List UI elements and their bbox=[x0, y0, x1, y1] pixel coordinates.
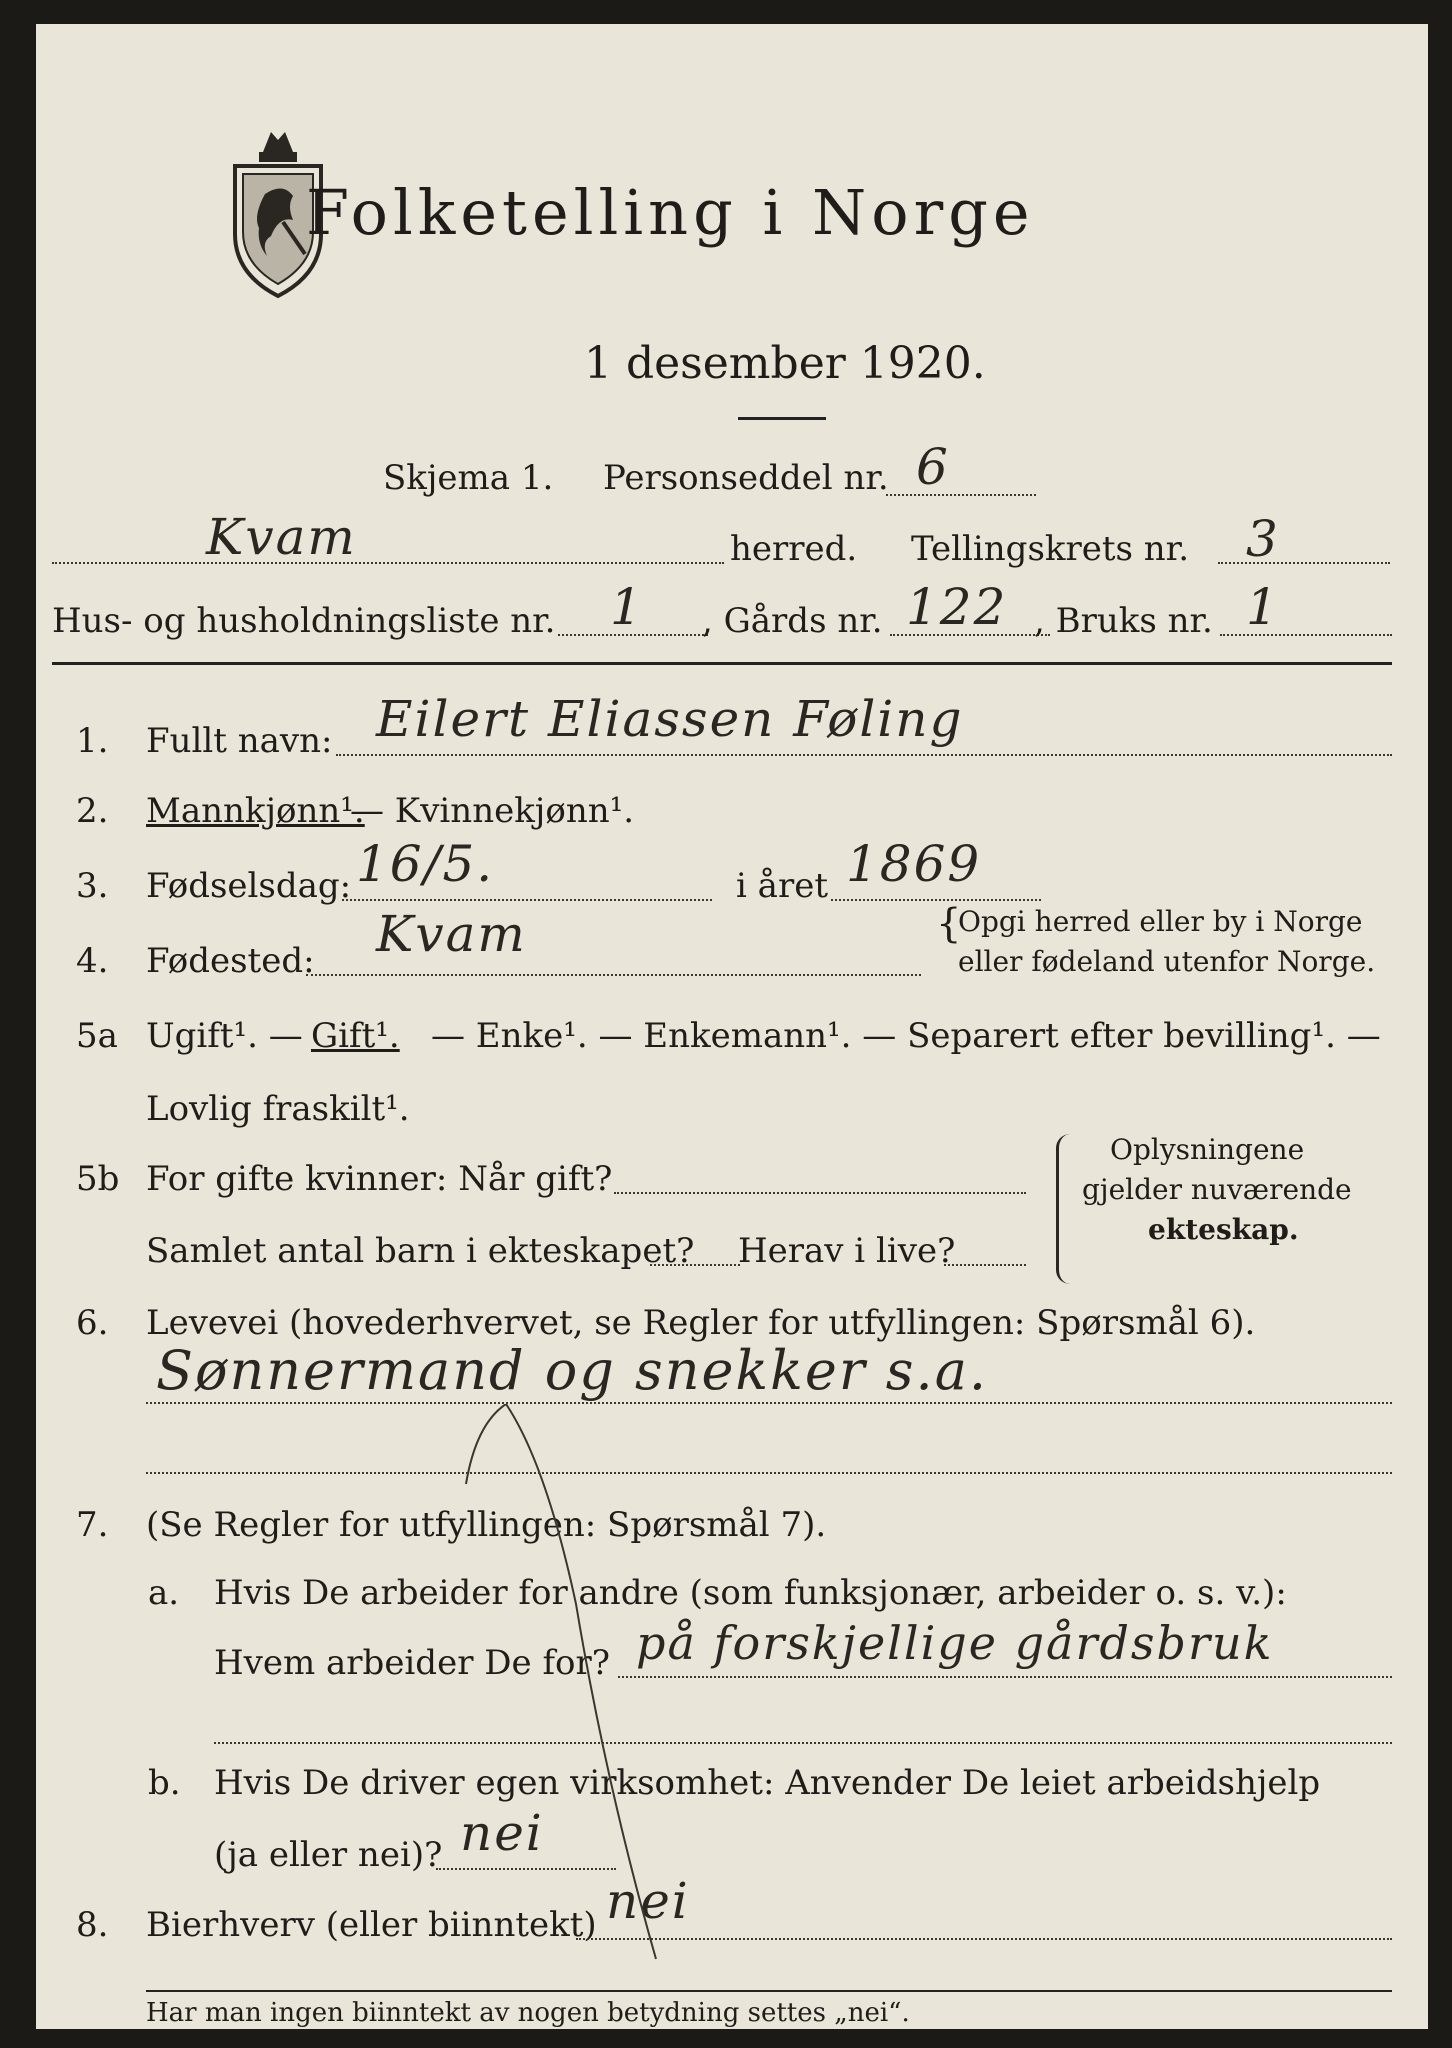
bruks-value: 1 bbox=[1246, 578, 1280, 636]
q2-female-option: — Kvinnekjønn¹. bbox=[350, 791, 635, 831]
bruks-label: , Bruks nr. bbox=[1034, 601, 1213, 641]
q6-label: Levevei (hovederhvervet, se Regler for utfyllingen: Spørsmål 6). bbox=[146, 1303, 1256, 1343]
q5b-line3 bbox=[944, 1264, 1026, 1266]
tellingskrets-line bbox=[1218, 562, 1390, 564]
gards-value: 122 bbox=[906, 578, 1008, 636]
q5a-other-options: — Enke¹. — Enkemann¹. — Separert efter bevilling¹. — bbox=[431, 1016, 1381, 1056]
q1-number: 1. bbox=[76, 721, 109, 761]
q7a-line1 bbox=[618, 1676, 1392, 1678]
q5a-ugift: Ugift¹. — bbox=[146, 1016, 303, 1056]
header-divider bbox=[52, 662, 1392, 665]
q5b-line2 bbox=[650, 1264, 740, 1266]
q7a-line2 bbox=[214, 1742, 1392, 1744]
q5a-gift-option: Gift¹. bbox=[311, 1016, 400, 1056]
q6-line1 bbox=[146, 1402, 1392, 1404]
q5a-number: 5a bbox=[76, 1016, 118, 1056]
herred-value: Kvam bbox=[206, 508, 357, 566]
q8-value: nei bbox=[606, 1872, 690, 1930]
q3-year-label: i året bbox=[736, 866, 828, 906]
herred-label: herred. bbox=[730, 529, 858, 569]
q5b-label1: For gifte kvinner: Når gift? bbox=[146, 1159, 613, 1199]
title-divider bbox=[738, 417, 826, 420]
census-date: 1 desember 1920. bbox=[584, 338, 986, 389]
q7b-label1: Hvis De driver egen virksomhet: Anvender De leiet arbeidshjelp bbox=[214, 1763, 1321, 1803]
q4-note-line1: Opgi herred eller by i Norge bbox=[958, 905, 1363, 938]
census-form-page bbox=[36, 24, 1428, 2029]
skjema-label: Skjema 1. bbox=[383, 458, 554, 498]
personseddel-value: 6 bbox=[916, 438, 950, 496]
q5b-note-line3: ekteskap. bbox=[1148, 1213, 1299, 1246]
q8-number: 8. bbox=[76, 1905, 109, 1945]
q5b-note-line2: gjelder nuværende bbox=[1082, 1173, 1352, 1206]
q1-value: Eilert Eliassen Føling bbox=[376, 690, 964, 748]
q5b-note-line1: Oplysningene bbox=[1110, 1133, 1305, 1166]
q3-number: 3. bbox=[76, 866, 109, 906]
q3-line bbox=[342, 899, 712, 901]
q7a-label1: Hvis De arbeider for andre (som funksjonær, arbeider o. s. v.): bbox=[214, 1573, 1287, 1613]
pencil-check-mark bbox=[456, 1404, 676, 1964]
q3-value: 16/5. bbox=[356, 835, 495, 893]
q7-label: (Se Regler for utfyllingen: Spørsmål 7). bbox=[146, 1505, 827, 1545]
q4-label: Fødested: bbox=[146, 941, 315, 981]
q4-value: Kvam bbox=[376, 905, 527, 963]
tellingskrets-label: Tellingskrets nr. bbox=[911, 529, 1190, 569]
q7b-label2: (ja eller nei)? bbox=[214, 1835, 443, 1875]
q5b-label3: Herav i live? bbox=[738, 1231, 956, 1271]
q7a-label2: Hvem arbeider De for? bbox=[214, 1643, 610, 1683]
q2-number: 2. bbox=[76, 791, 109, 831]
q4-brace: { bbox=[936, 901, 962, 947]
form-title: Folketelling i Norge bbox=[306, 176, 1035, 249]
personseddel-label: Personseddel nr. bbox=[603, 458, 889, 498]
q5b-line1 bbox=[614, 1192, 1026, 1194]
footer-divider bbox=[146, 1990, 1392, 1992]
q5b-label2: Samlet antal barn i ekteskapet? bbox=[146, 1231, 695, 1271]
gards-label: , Gårds nr. bbox=[702, 601, 883, 641]
q5a-line2: Lovlig fraskilt¹. bbox=[146, 1089, 410, 1129]
q1-line bbox=[336, 754, 1392, 756]
q8-line bbox=[576, 1938, 1392, 1940]
q7a-value: på forskjellige gårdsbruk bbox=[636, 1616, 1274, 1670]
hus-label: Hus- og husholdningsliste nr. bbox=[52, 601, 556, 641]
q7-number: 7. bbox=[76, 1505, 109, 1545]
q3-year-value: 1869 bbox=[846, 835, 982, 893]
herred-line bbox=[52, 562, 724, 564]
q7b-value: nei bbox=[460, 1804, 544, 1862]
footnote: Har man ingen biinntekt av nogen betydning settes „nei“. bbox=[146, 1998, 910, 2028]
q5b-number: 5b bbox=[76, 1159, 120, 1199]
q4-line bbox=[306, 974, 921, 976]
q7b-letter: b. bbox=[148, 1763, 181, 1803]
hus-value: 1 bbox=[610, 578, 644, 636]
personseddel-line bbox=[886, 494, 1036, 496]
q5b-bracket bbox=[1056, 1134, 1073, 1284]
tellingskrets-value: 3 bbox=[1246, 510, 1280, 568]
q6-value: Sønnermand og snekker s.a. bbox=[156, 1339, 989, 1402]
q4-note-line2: eller fødeland utenfor Norge. bbox=[958, 945, 1376, 978]
q2-male-option: Mannkjønn¹. bbox=[146, 791, 365, 831]
q7a-letter: a. bbox=[148, 1573, 180, 1613]
q4-number: 4. bbox=[76, 941, 109, 981]
q1-label: Fullt navn: bbox=[146, 721, 333, 761]
q3-label: Fødselsdag: bbox=[146, 866, 352, 906]
q8-label: Bierhverv (eller biinntekt) bbox=[146, 1905, 597, 1945]
q6-line2 bbox=[146, 1472, 1392, 1474]
q6-number: 6. bbox=[76, 1303, 109, 1343]
